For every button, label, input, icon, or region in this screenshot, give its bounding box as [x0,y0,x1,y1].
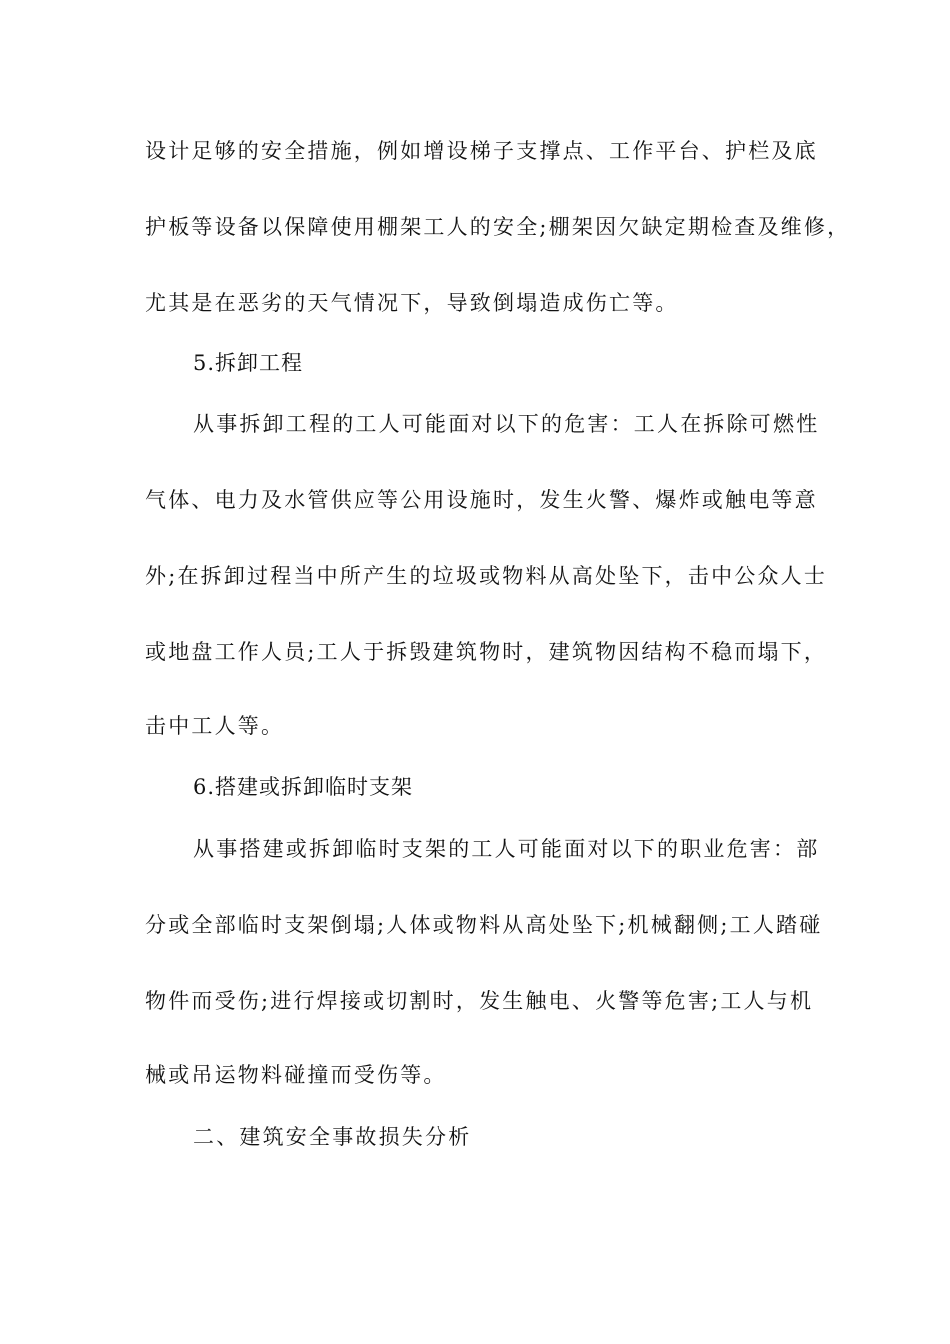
body-text-line: 从事搭建或拆卸临时支架的工人可能面对以下的职业危害：部 [193,837,820,861]
section-heading: 5.拆卸工程 [193,351,304,375]
body-text-line: 或地盘工作人员;工人于拆毁建筑物时，建筑物因结构不稳而塌下， [145,640,828,664]
body-text-line: 分或全部临时支架倒塌;人体或物料从高处坠下;机械翻侧;工人踏碰 [145,913,823,937]
body-text-line: 尤其是在恶劣的天气情况下，导致倒塌造成伤亡等。 [145,291,679,315]
body-text-line: 械或吊运物料碰撞而受伤等。 [145,1063,447,1087]
body-text-line: 护板等设备以保障使用棚架工人的安全;棚架因欠缺定期检查及维修， [145,215,851,239]
body-text-line: 设计足够的安全措施，例如增设梯子支撑点、工作平台、护栏及底 [145,139,818,163]
body-text-line: 击中工人等。 [145,714,285,738]
section-heading: 二、建筑安全事故损失分析 [193,1125,472,1149]
body-text-line: 气体、电力及水管供应等公用设施时，发生火警、爆炸或触电等意 [145,488,818,512]
body-text-line: 从事拆卸工程的工人可能面对以下的危害：工人在拆除可燃性 [193,412,820,436]
section-heading: 6.搭建或拆卸临时支架 [193,775,414,799]
body-text-line: 物件而受伤;进行焊接或切割时，发生触电、火警等危害;工人与机 [145,989,814,1013]
body-text-line: 外;在拆卸过程当中所产生的垃圾或物料从高处坠下，击中公众人士 [145,564,828,588]
